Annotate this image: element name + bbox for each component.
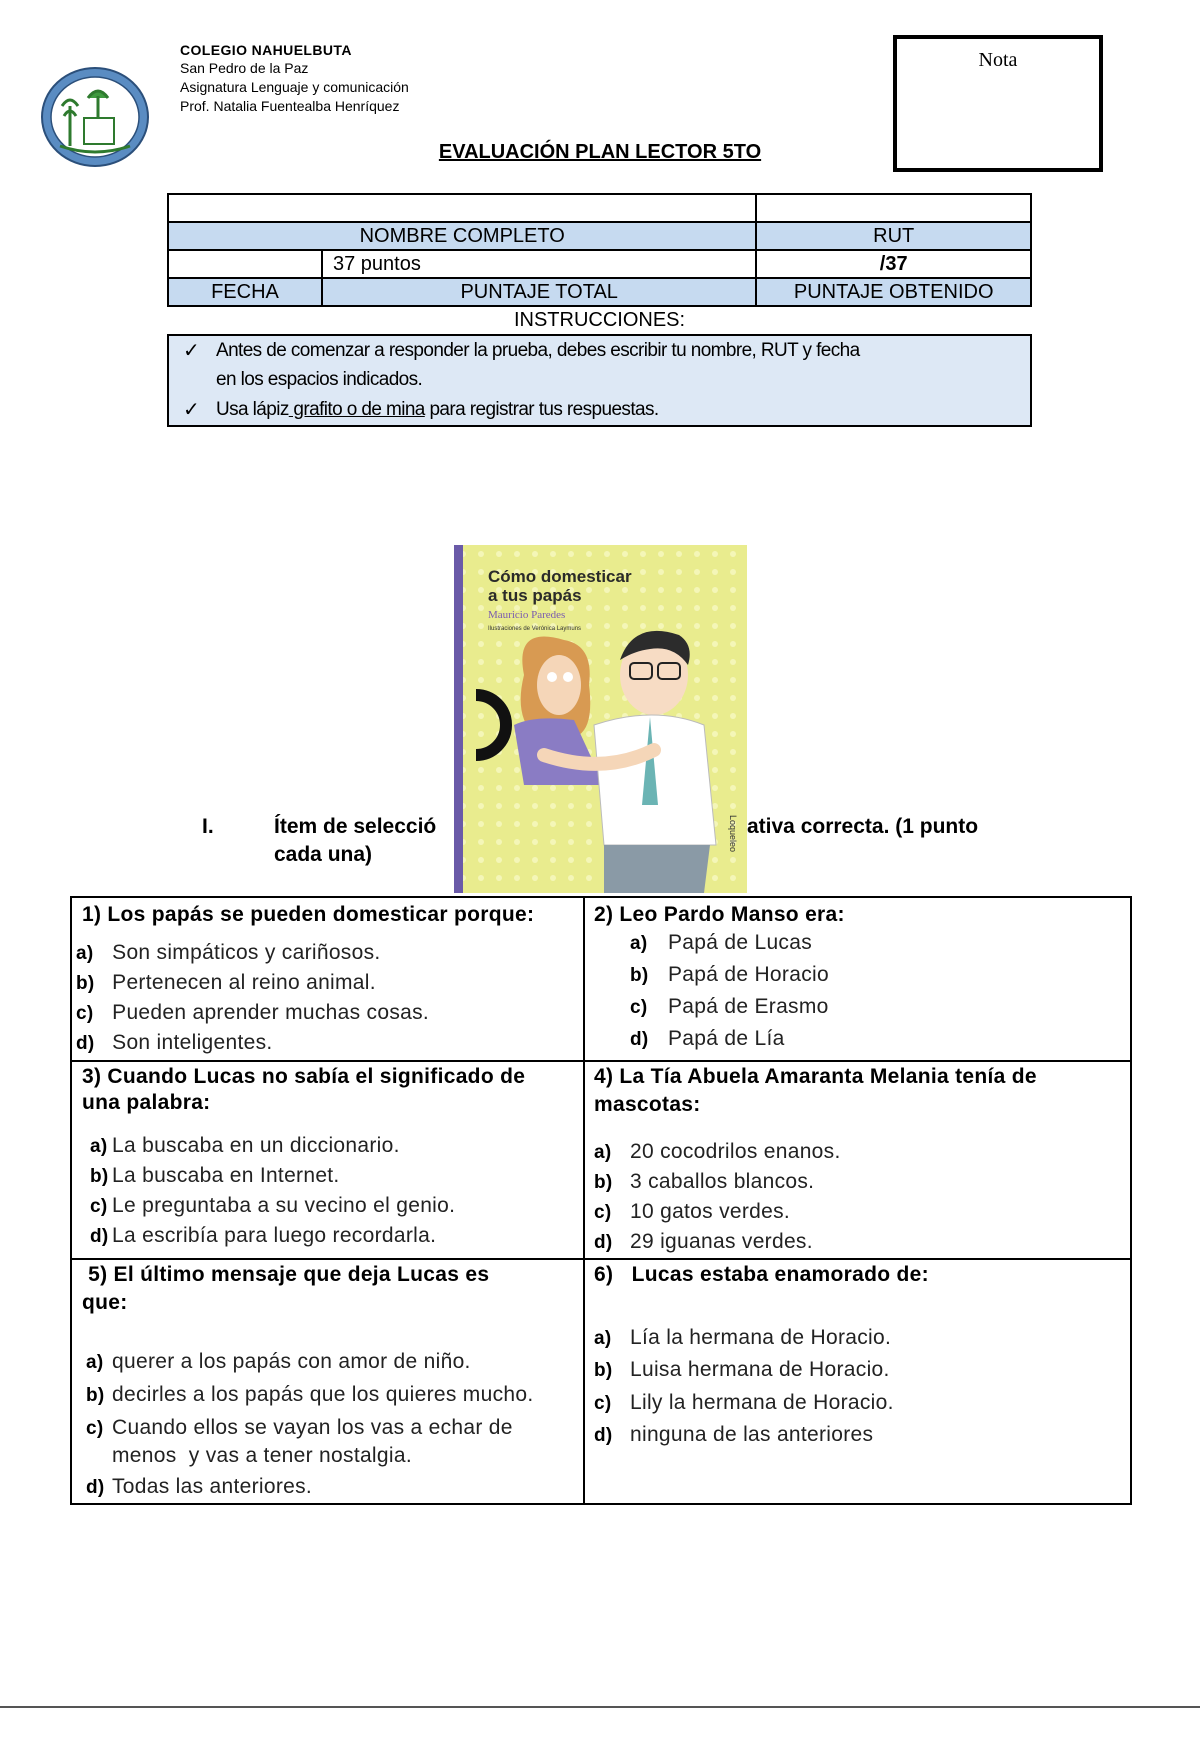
- question-5-option-b[interactable]: b) decirles a los papás que los quieres mucho.: [86, 1383, 534, 1406]
- svg-text:Cómo domesticar: Cómo domesticar: [488, 567, 632, 586]
- total-points-header: PUNTAJE TOTAL: [322, 278, 756, 306]
- question-1-option-b[interactable]: b) Pertenecen al reino animal.: [76, 971, 376, 994]
- instructions-box: [167, 334, 1032, 427]
- checkmark-icon: ✓: [183, 340, 200, 362]
- question-6-option-c[interactable]: c) Lily la hermana de Horacio.: [594, 1391, 894, 1414]
- date-input-cell[interactable]: [168, 250, 322, 278]
- question-1: 1) Los papás se pueden domesticar porque:: [82, 903, 535, 926]
- question-5-option-c-cont: menos y vas a tener nostalgia.: [112, 1444, 412, 1467]
- svg-text:Mauricio Paredes: Mauricio Paredes: [488, 609, 566, 621]
- section-number: I.: [202, 815, 214, 838]
- question-5-option-c[interactable]: c) Cuando ellos se vayan los vas a echar de: [86, 1416, 513, 1439]
- svg-text:a tus papás: a tus papás: [488, 586, 582, 605]
- obtained-points-value[interactable]: /37: [756, 250, 1031, 278]
- question-4-option-a[interactable]: a) 20 cocodrilos enanos.: [594, 1140, 841, 1163]
- instruction-1-cont: en los espacios indicados.: [216, 369, 423, 390]
- question-1-option-d[interactable]: d) Son inteligentes.: [76, 1031, 273, 1054]
- question-4-option-c[interactable]: c) 10 gatos verdes.: [594, 1200, 791, 1223]
- question-4-option-b[interactable]: b) 3 caballos blancos.: [594, 1170, 815, 1193]
- section-heading-start: Ítem de selecció: [274, 815, 437, 838]
- rut-header: RUT: [756, 222, 1031, 250]
- question-2-option-b[interactable]: b) Papá de Horacio: [630, 963, 829, 986]
- question-5-option-a[interactable]: a) querer a los papás con amor de niño.: [86, 1350, 471, 1373]
- grade-label: Nota: [978, 49, 1018, 71]
- question-2-option-a[interactable]: a) Papá de Lucas: [630, 931, 813, 954]
- grade-box[interactable]: [893, 35, 1103, 172]
- subject: Asignatura Lenguaje y comunicación: [180, 79, 409, 95]
- svg-text:Loqueleo: Loqueleo: [728, 815, 738, 853]
- question-3-option-b[interactable]: b) La buscaba en Internet.: [90, 1164, 340, 1187]
- question-6-option-a[interactable]: a) Lía la hermana de Horacio.: [594, 1326, 892, 1349]
- question-4: 4) La Tía Abuela Amaranta Melania tenía de mascotas:: [594, 1065, 1037, 1116]
- date-header: FECHA: [168, 278, 322, 306]
- teacher: Prof. Natalia Fuentealba Henríquez: [180, 98, 400, 114]
- question-2: 2) Leo Pardo Manso era:: [594, 903, 845, 926]
- question-6-option-b[interactable]: b) Luisa hermana de Horacio.: [594, 1358, 890, 1381]
- question-2-option-c[interactable]: c) Papá de Erasmo: [630, 995, 829, 1018]
- question-3-option-c[interactable]: c) Le preguntaba a su vecino el genio.: [90, 1194, 456, 1217]
- name-header: NOMBRE COMPLETO: [168, 222, 756, 250]
- instructions-title: INSTRUCCIONES:: [513, 309, 686, 331]
- school-city: San Pedro de la Paz: [180, 60, 309, 76]
- questions-table: [70, 896, 1132, 1505]
- total-points-value: 37 puntos: [322, 250, 756, 278]
- question-3-option-a[interactable]: a) La buscaba en un diccionario.: [90, 1134, 400, 1157]
- school-logo: [40, 66, 150, 168]
- question-3: 3) Cuando Lucas no sabía el significado de una palabra:: [82, 1065, 526, 1114]
- question-1-option-c[interactable]: c) Pueden aprender muchas cosas.: [76, 1001, 430, 1024]
- school-name: COLEGIO NAHUELBUTA: [180, 42, 352, 58]
- student-info-table: [167, 193, 1032, 307]
- instruction-1: ✓ Antes de comenzar a responder la prueba, debes escribir tu nombre, RUT y fecha: [216, 336, 1022, 366]
- question-5: 5) El último mensaje que deja Lucas es que:: [82, 1263, 490, 1314]
- question-1-option-a[interactable]: a) Son simpáticos y cariñosos.: [76, 941, 381, 964]
- question-6-option-d[interactable]: d) ninguna de las anteriores: [594, 1423, 874, 1446]
- question-4-option-d[interactable]: d) 29 iguanas verdes.: [594, 1230, 813, 1253]
- question-6: 6) Lucas estaba enamorado de:: [594, 1263, 929, 1286]
- instruction-2: ✓ Usa lápiz grafito o de mina para registrar tus respuestas.: [216, 395, 1022, 425]
- question-2-option-d[interactable]: d) Papá de Lía: [630, 1027, 785, 1050]
- svg-text:Ilustraciones de Verónica Laym: Ilustraciones de Verónica Laymuns: [488, 626, 582, 632]
- book-cover-image: [454, 545, 747, 893]
- rut-input-cell[interactable]: [756, 194, 1031, 222]
- page-title: EVALUACIÓN PLAN LECTOR 5TO: [438, 141, 762, 163]
- footer-divider: [0, 1706, 1200, 1708]
- question-3-option-d[interactable]: d) La escribía para luego recordarla.: [90, 1224, 437, 1247]
- question-5-option-d[interactable]: d) Todas las anteriores.: [86, 1475, 313, 1498]
- name-input-cell[interactable]: [168, 194, 756, 222]
- obtained-points-header: PUNTAJE OBTENIDO: [756, 278, 1031, 306]
- checkmark-icon: ✓: [183, 399, 200, 421]
- section-heading-end: ativa correcta. (1 punto: [747, 815, 979, 838]
- section-heading-cont: cada una): [274, 843, 373, 866]
